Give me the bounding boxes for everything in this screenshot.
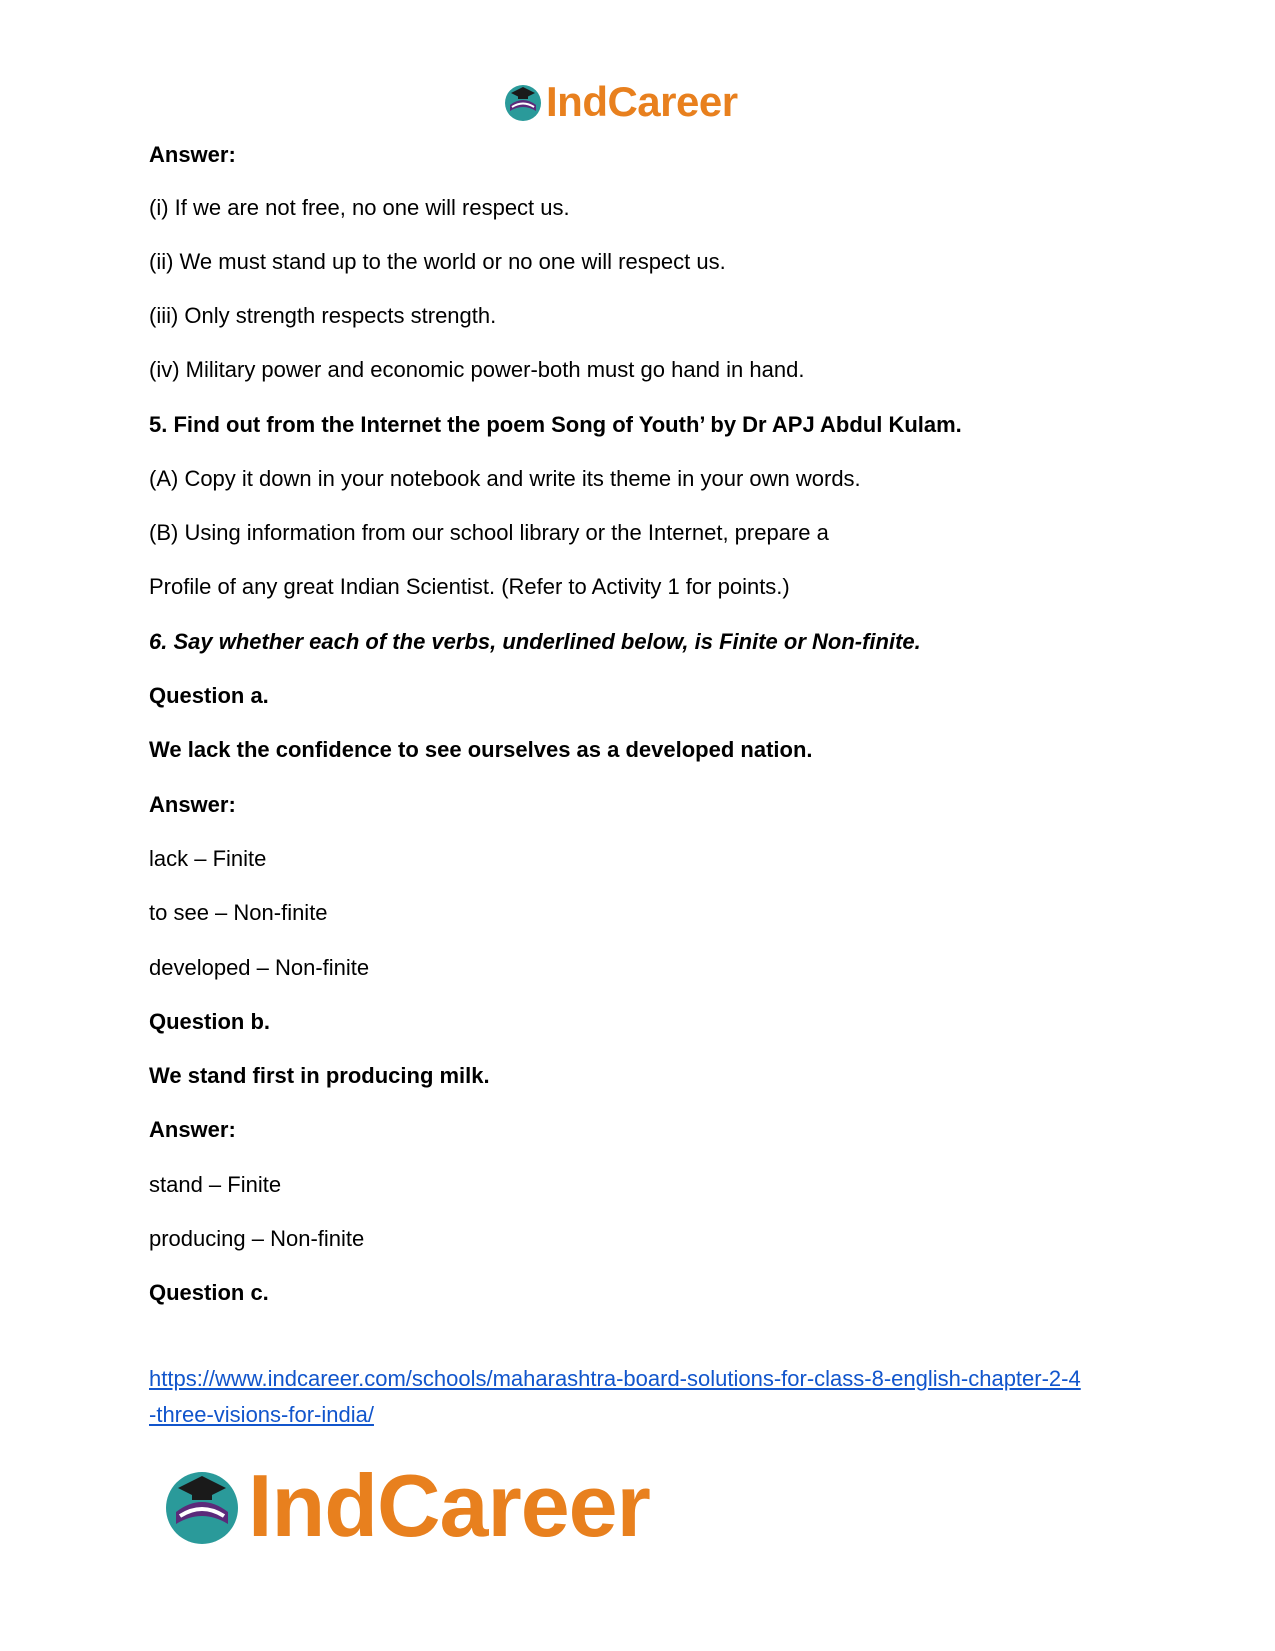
answer-item: lack – Finite <box>149 846 267 871</box>
question-a-label: Question a. <box>149 683 269 708</box>
answer-label: Answer: <box>149 792 236 817</box>
answer-item: developed – Non-finite <box>149 955 370 980</box>
answer-item: to see – Non-finite <box>149 900 328 925</box>
answer-line-iii: (iii) Only strength respects strength. <box>149 303 497 328</box>
answer-line-i: (i) If we are not free, no one will respect us. <box>149 195 570 220</box>
question-5-heading: 5. Find out from the Internet the poem Song of Youth’ by Dr APJ Abdul Kulam. <box>149 412 962 437</box>
source-link-line-2: -three-visions-for-india/ <box>149 1402 374 1427</box>
graduation-globe-icon <box>160 1464 244 1548</box>
answer-item: stand – Finite <box>149 1172 282 1197</box>
logo-wordmark: IndCareer <box>248 1456 650 1555</box>
source-link[interactable] <box>149 1361 1129 1433</box>
question-a-sentence: We lack the confidence to see ourselves as a developed nation. <box>149 737 813 762</box>
graduation-globe-icon <box>502 81 544 123</box>
question-6-heading: 6. Say whether each of the verbs, underlined below, is Finite or Non-finite. <box>149 629 921 654</box>
question-b-label: Question b. <box>149 1009 270 1034</box>
question-5-part-a: (A) Copy it down in your notebook and write its theme in your own words. <box>149 466 861 491</box>
question-5-part-b: (B) Using information from our school library or the Internet, prepare a <box>149 520 829 545</box>
footer-logo <box>160 1456 650 1555</box>
answer-label: Answer: <box>149 142 236 167</box>
answer-line-ii: (ii) We must stand up to the world or no one will respect us. <box>149 249 726 274</box>
source-link-line-1: https://www.indcareer.com/schools/maharashtra-board-solutions-for-class-8-english-chapter-2-4 <box>149 1366 1081 1391</box>
header-logo <box>502 80 738 124</box>
answer-line-iv: (iv) Military power and economic power-both must go hand in hand. <box>149 357 805 382</box>
logo-wordmark: IndCareer <box>546 78 738 125</box>
answer-item: producing – Non-finite <box>149 1226 365 1251</box>
question-b-sentence: We stand first in producing milk. <box>149 1063 490 1088</box>
answer-label: Answer: <box>149 1117 236 1142</box>
question-c-label: Question c. <box>149 1280 269 1305</box>
question-5-part-b-continued: Profile of any great Indian Scientist. (Refer to Activity 1 for points.) <box>149 574 790 599</box>
